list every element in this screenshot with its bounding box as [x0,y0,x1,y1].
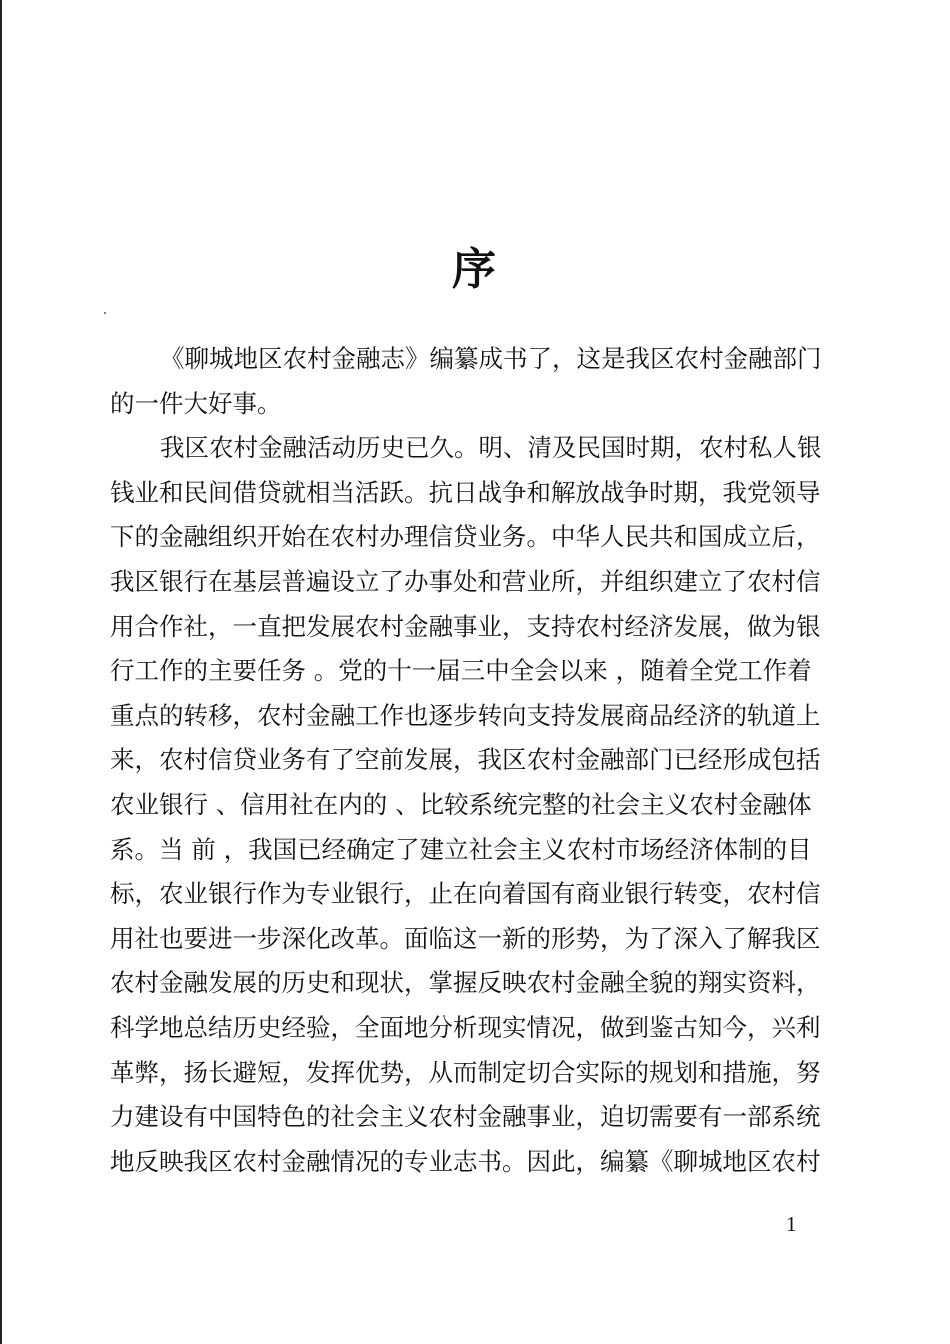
preface-body [110,337,842,1184]
text-line: 用合作社，一直把发展农村金融事业，支持农村经济发展，做为银 [110,611,821,641]
text-line: 革弊，扬长避短，发挥优势，从而制定切合实际的规划和措施，努 [110,1057,821,1087]
text-line: 重点的转移，农村金融工作也逐步转向支持发展商品经济的轨道上 [110,700,821,730]
text-line: 力建设有中国特色的社会主义农村金融事业，迫切需要有一部系统 [110,1102,821,1132]
text-line: 用社也要进一步深化改革。面临这一新的形势，为了深入了解我区 [110,923,821,953]
page-title: 序 [452,244,498,295]
page-edge [0,0,2,1344]
text-line: 我区农村金融活动历史已久。明、清及民国时期，农村私人银 [160,433,822,463]
text-line: 系。当 前 ，我国已经确定了建立社会主义农村市场经济体制的目 [110,834,812,864]
text-line: 农业银行 、信用社在内的 、比较系统完整的社会主义农村金融体 [110,789,812,819]
text-line: 我区银行在基层普遍设立了办事处和营业所，并组织建立了农村信 [110,566,821,596]
text-line: 《聊城地区农村金融志》编纂成书了，这是我区农村金融部门 [160,344,822,373]
text-line: 来，农村信贷业务有了空前发展，我区农村金融部门已经形成包括 [110,745,821,775]
text-line: 农村金融发展的历史和现状，掌握反映农村金融全貌的翔实资料， [110,968,821,998]
page-number: 1 [786,1212,797,1236]
text-line: 行工作的主要任务 。党的十一届三中全会以来 ，随着全党工作着 [110,656,812,686]
scan-speck [104,312,106,314]
text-line: 的一件大好事。 [110,388,282,418]
text-line: 标，农业银行作为专业银行，止在向着国有商业银行转变，农村信 [110,879,821,909]
text-line: 钱业和民间借贷就相当活跃。抗日战争和解放战争时期，我党领导 [110,477,821,507]
text-line: 地反映我区农村金融情况的专业志书。因此，编纂《聊城地区农村 [110,1146,821,1176]
text-line: 科学地总结历史经验，全面地分析现实情况，做到鉴古知今，兴利 [110,1012,821,1042]
text-line: 下的金融组织开始在农村办理信贷业务。中华人民共和国成立后， [110,522,821,552]
